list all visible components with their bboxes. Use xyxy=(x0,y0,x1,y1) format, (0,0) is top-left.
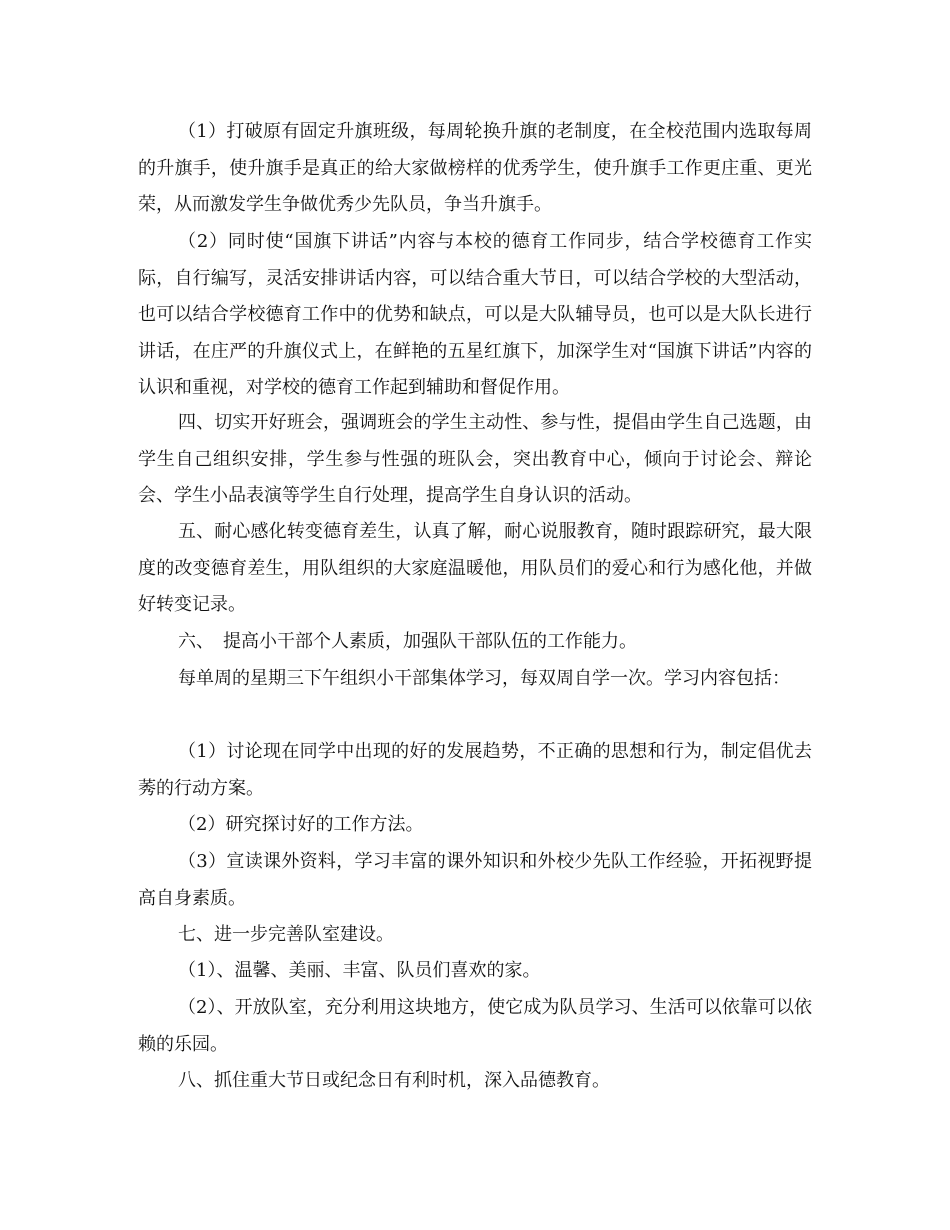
paragraph-flag-speech: （2）同时使“国旗下讲话”内容与本校的德育工作同步，结合学校德育工作实际，自行编写，灵活安排讲话内容，可以结合重大节日，可以结合学校的大型活动，也可以结合学校德育工作中的优势和缺点，可以是大队辅导员，也可以是大队长进行讲话，在庄严的升旗仪式上，在鲜艳的五星红旗下，加深学生对“国旗下讲话”内容的认识和重视，对学校的德育工作起到辅助和督促作用。 xyxy=(138,231,812,398)
paragraph-team-room-item-2: （2）、开放队室，充分利用这块地方，使它成为队员学习、生活可以依靠可以依赖的乐园。 xyxy=(138,997,812,1055)
paragraph-team-room-item-1: （1）、温馨、美丽、丰富、队员们喜欢的家。 xyxy=(178,960,541,981)
paragraph-moral-transformation: 五、耐心感化转变德育差生，认真了解，耐心说服教育，随时跟踪研究，最大限度的改变德育差生，用队组织的大家庭温暖他，用队员们的爱心和行为感化他，并做好转变记录。 xyxy=(138,521,812,615)
paragraph-study-item-2: （2）研究探讨好的工作方法。 xyxy=(178,814,424,835)
paragraph-study-item-3: （3）宣读课外资料，学习丰富的课外知识和外校少先队工作经验，开拓视野提高自身素质。 xyxy=(138,851,812,909)
paragraph-class-meeting: 四、切实开好班会，强调班会的学生主动性、参与性，提倡由学生自己选题，由学生自己组织安排，学生参与性强的班队会，突出教育中心，倾向于讨论会、辩论会、学生小品表演等学生自行处理，提高学生自身认识的活动。 xyxy=(138,412,812,506)
paragraph-team-room: 七、进一步完善队室建设。 xyxy=(178,924,394,945)
paragraph-study-schedule: 每单周的星期三下午组织小干部集体学习，每双周自学一次。学习内容包括： xyxy=(178,668,790,689)
paragraph-festival-education: 八、抓住重大节日或纪念日有利时机，深入品德教育。 xyxy=(178,1070,610,1091)
paragraph-flag-raiser-rotation: （1）打破原有固定升旗班级，每周轮换升旗的老制度，在全校范围内选取每周的升旗手，使升旗手是真正的给大家做榜样的优秀学生，使升旗手工作更庄重、更光荣，从而激发学生争做优秀少先队员，争当升旗手。 xyxy=(138,121,812,215)
paragraph-study-item-1: （1）讨论现在同学中出现的好的发展趋势，不正确的思想和行为，制定倡优去莠的行动方案。 xyxy=(138,741,812,799)
paragraph-cadre-quality: 六、 提高小干部个人素质，加强队干部队伍的工作能力。 xyxy=(178,631,637,652)
